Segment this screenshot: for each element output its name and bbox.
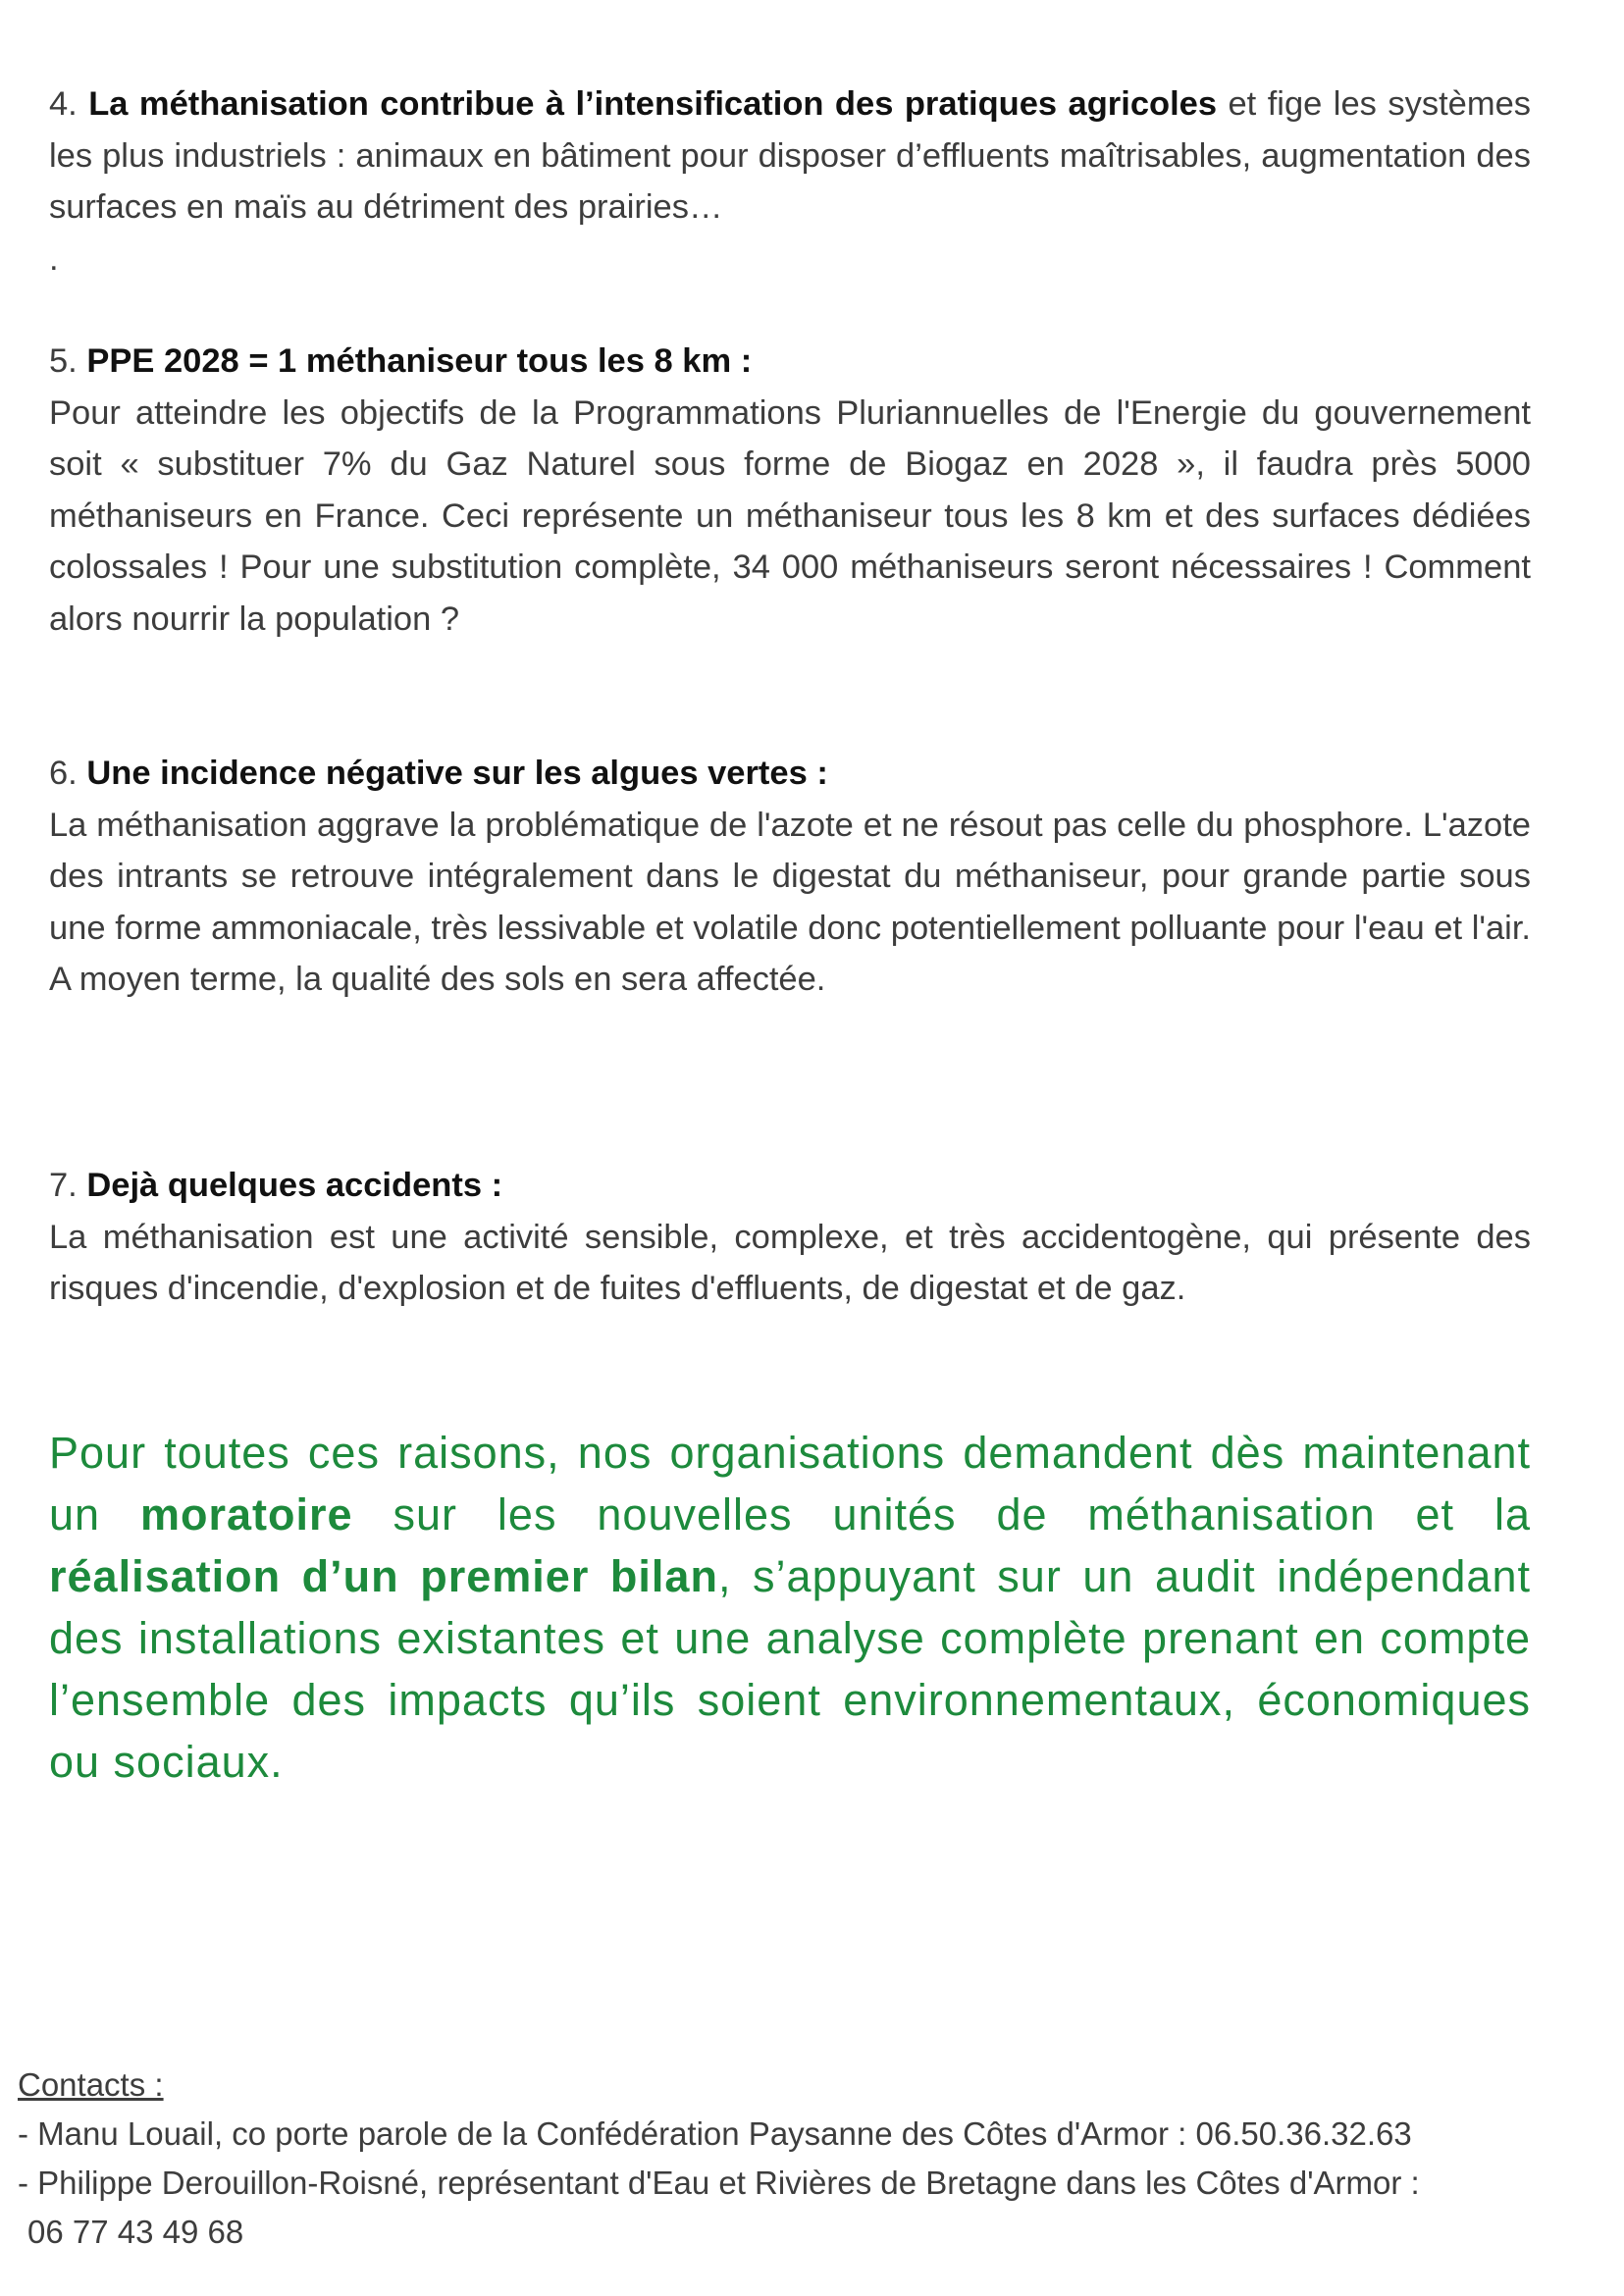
conclusion-part-1: Pour toutes ces raisons, nos organisations demandent dès maintenant un xyxy=(49,1428,1531,1539)
contact-line-1: - Manu Louail, co porte parole de la Confédération Paysanne des Côtes d'Armor : 06.50.36.32.63 xyxy=(18,2115,1412,2152)
section-4-dot: . xyxy=(49,239,59,278)
section-5 xyxy=(49,336,1531,645)
section-6-number: 6. xyxy=(49,755,78,792)
conclusion-part-2: sur les nouvelles unités de méthanisation et la xyxy=(393,1489,1531,1539)
section-6-title: Une incidence négative sur les algues vertes : xyxy=(86,755,828,792)
section-7-text: La méthanisation est une activité sensible, complexe, et très accidentogène, qui présente des risques d'incendie, d'explosion et de fuites d'effluents, de digestat et de gaz. xyxy=(49,1218,1531,1307)
section-4 xyxy=(49,78,1531,285)
section-7-heading xyxy=(49,1160,1531,1212)
section-7 xyxy=(49,1160,1531,1315)
section-4-text: et fige les systèmes les plus industriels : animaux en bâtiment pour disposer d’effluents maîtrisables, augmentation des surfaces en maïs au détriment des prairies… xyxy=(49,85,1532,226)
section-7-number: 7. xyxy=(49,1167,78,1204)
section-5-text: Pour atteindre les objectifs de la Programmations Pluriannuelles de l'Energie du gouvernement soit « substituer 7% du Gaz Naturel sous forme de Biogaz en 2028 », il faudra près 5000 méthaniseurs en France. Ceci représente un méthaniseur tous les 8 km et des surfaces dédiées colossales ! Pour une substitution complète, 34 000 méthaniseurs seront nécessaires ! Comment alors nourrir la population ? xyxy=(49,393,1531,638)
section-5-heading xyxy=(49,336,1531,388)
contact-line-2: - Philippe Derouillon-Roisné, représentant d'Eau et Rivières de Bretagne dans les Côtes d'Armor : xyxy=(18,2165,1420,2201)
section-4-paragraph xyxy=(49,78,1531,234)
section-5-title: PPE 2028 = 1 méthaniseur tous les 8 km : xyxy=(86,342,753,380)
conclusion-premier-bilan: réalisation d’un premier bilan xyxy=(49,1551,718,1601)
conclusion-part-3: , s’appuyant sur un audit indépendant des installations existantes et une analyse complète prenant en compte l’ensemble des impacts qu’ils soient environnementaux, économiques ou sociaux. xyxy=(49,1551,1531,1787)
conclusion-moratoire: moratoire xyxy=(140,1489,353,1539)
section-7-title: Dejà quelques accidents : xyxy=(86,1167,503,1204)
conclusion-paragraph xyxy=(49,1422,1531,1793)
section-4-number: 4. xyxy=(49,85,78,123)
contact-line-3: 06 77 43 49 68 xyxy=(27,2214,244,2250)
section-6-text: La méthanisation aggrave la problématique de l'azote et ne résout pas celle du phosphore. L'azote des intrants se retrouve intégralement dans le digestat du méthaniseur, pour grande partie sous une forme ammoniacale, très lessivable et volatile donc potentiellement polluante pour l'eau et l'air. A moyen terme, la qualité des sols en sera affectée. xyxy=(49,806,1531,998)
section-6-heading xyxy=(49,748,1531,800)
section-6 xyxy=(49,748,1531,1006)
contacts-heading: Contacts : xyxy=(18,2066,164,2103)
contacts-block xyxy=(18,2061,1607,2257)
section-5-number: 5. xyxy=(49,342,78,380)
section-4-title: La méthanisation contribue à l’intensification des pratiques agricoles xyxy=(88,85,1218,123)
